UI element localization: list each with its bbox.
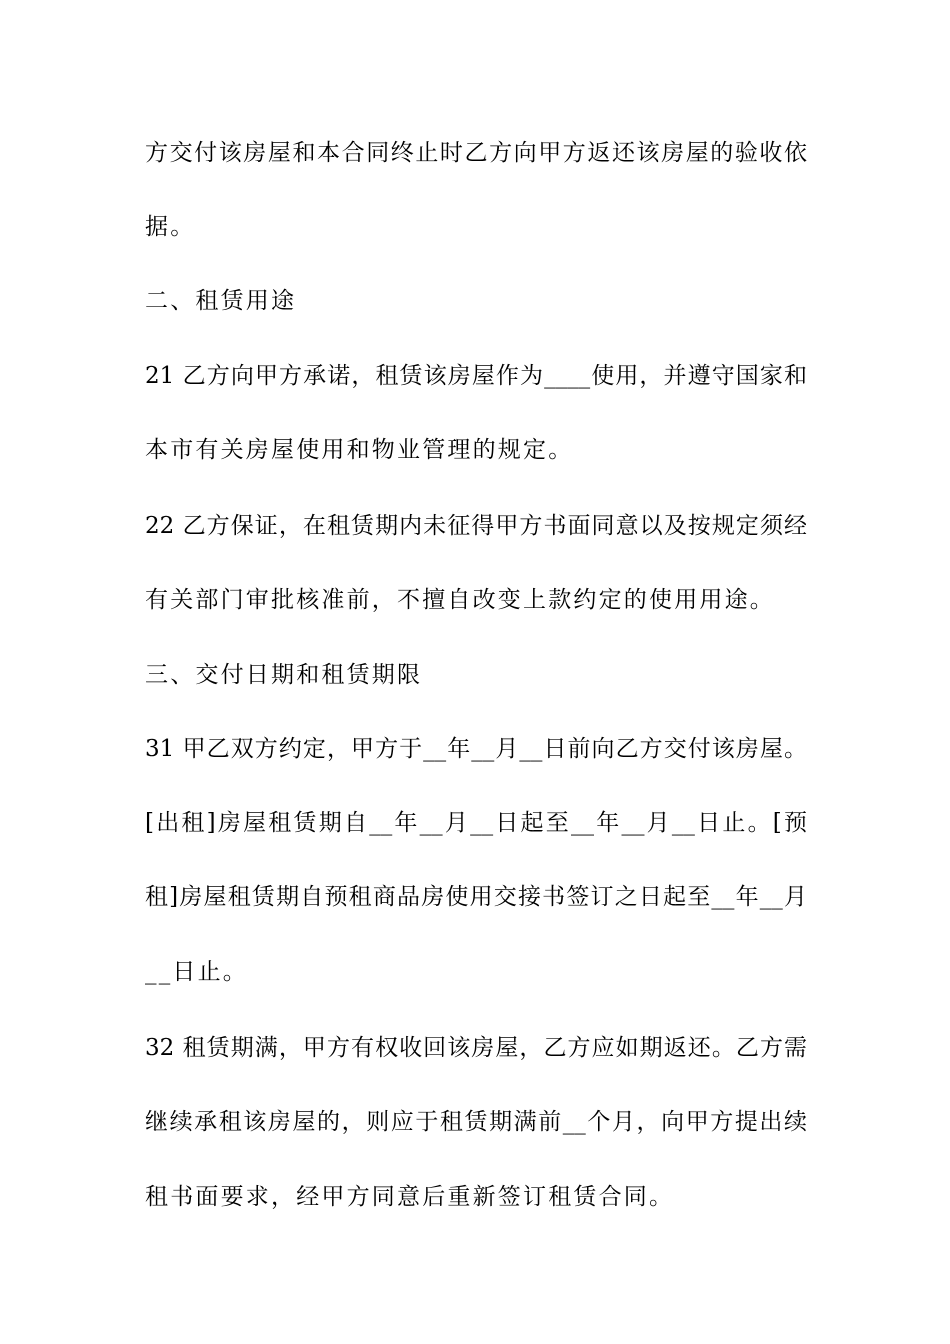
text-line: 租]房屋租赁期自预租商品房使用交接书签订之日起至__年__月 [145, 884, 807, 910]
text-line: 方交付该房屋和本合同终止时乙方向甲方返还该房屋的验收依 [145, 140, 807, 166]
text-line: __日止。 [145, 959, 248, 985]
section-heading: 二、租赁用途 [145, 288, 297, 314]
clause-line: 31 甲乙双方约定，甲方于__年__月__日前向乙方交付该房屋。 [145, 736, 807, 762]
clause-line: 22 乙方保证，在租赁期内未征得甲方书面同意以及按规定须经 [145, 513, 807, 539]
section-heading: 三、交付日期和租赁期限 [145, 662, 423, 688]
text-line: 本市有关房屋使用和物业管理的规定。 [145, 437, 574, 463]
text-line: 有关部门审批核准前，不擅自改变上款约定的使用用途。 [145, 587, 775, 613]
clause-line: 32 租赁期满，甲方有权收回该房屋，乙方应如期返还。乙方需 [145, 1035, 807, 1061]
text-line: 据。 [145, 214, 196, 240]
text-line: 租书面要求，经甲方同意后重新签订租赁合同。 [145, 1184, 675, 1210]
clause-line: 21 乙方向甲方承诺，租赁该房屋作为____使用，并遵守国家和 [145, 363, 807, 389]
text-line: 继续承租该房屋的，则应于租赁期满前__个月，向甲方提出续 [145, 1109, 807, 1135]
text-line: [出租]房屋租赁期自__年__月__日起至__年__月__日止。[预 [145, 810, 807, 836]
